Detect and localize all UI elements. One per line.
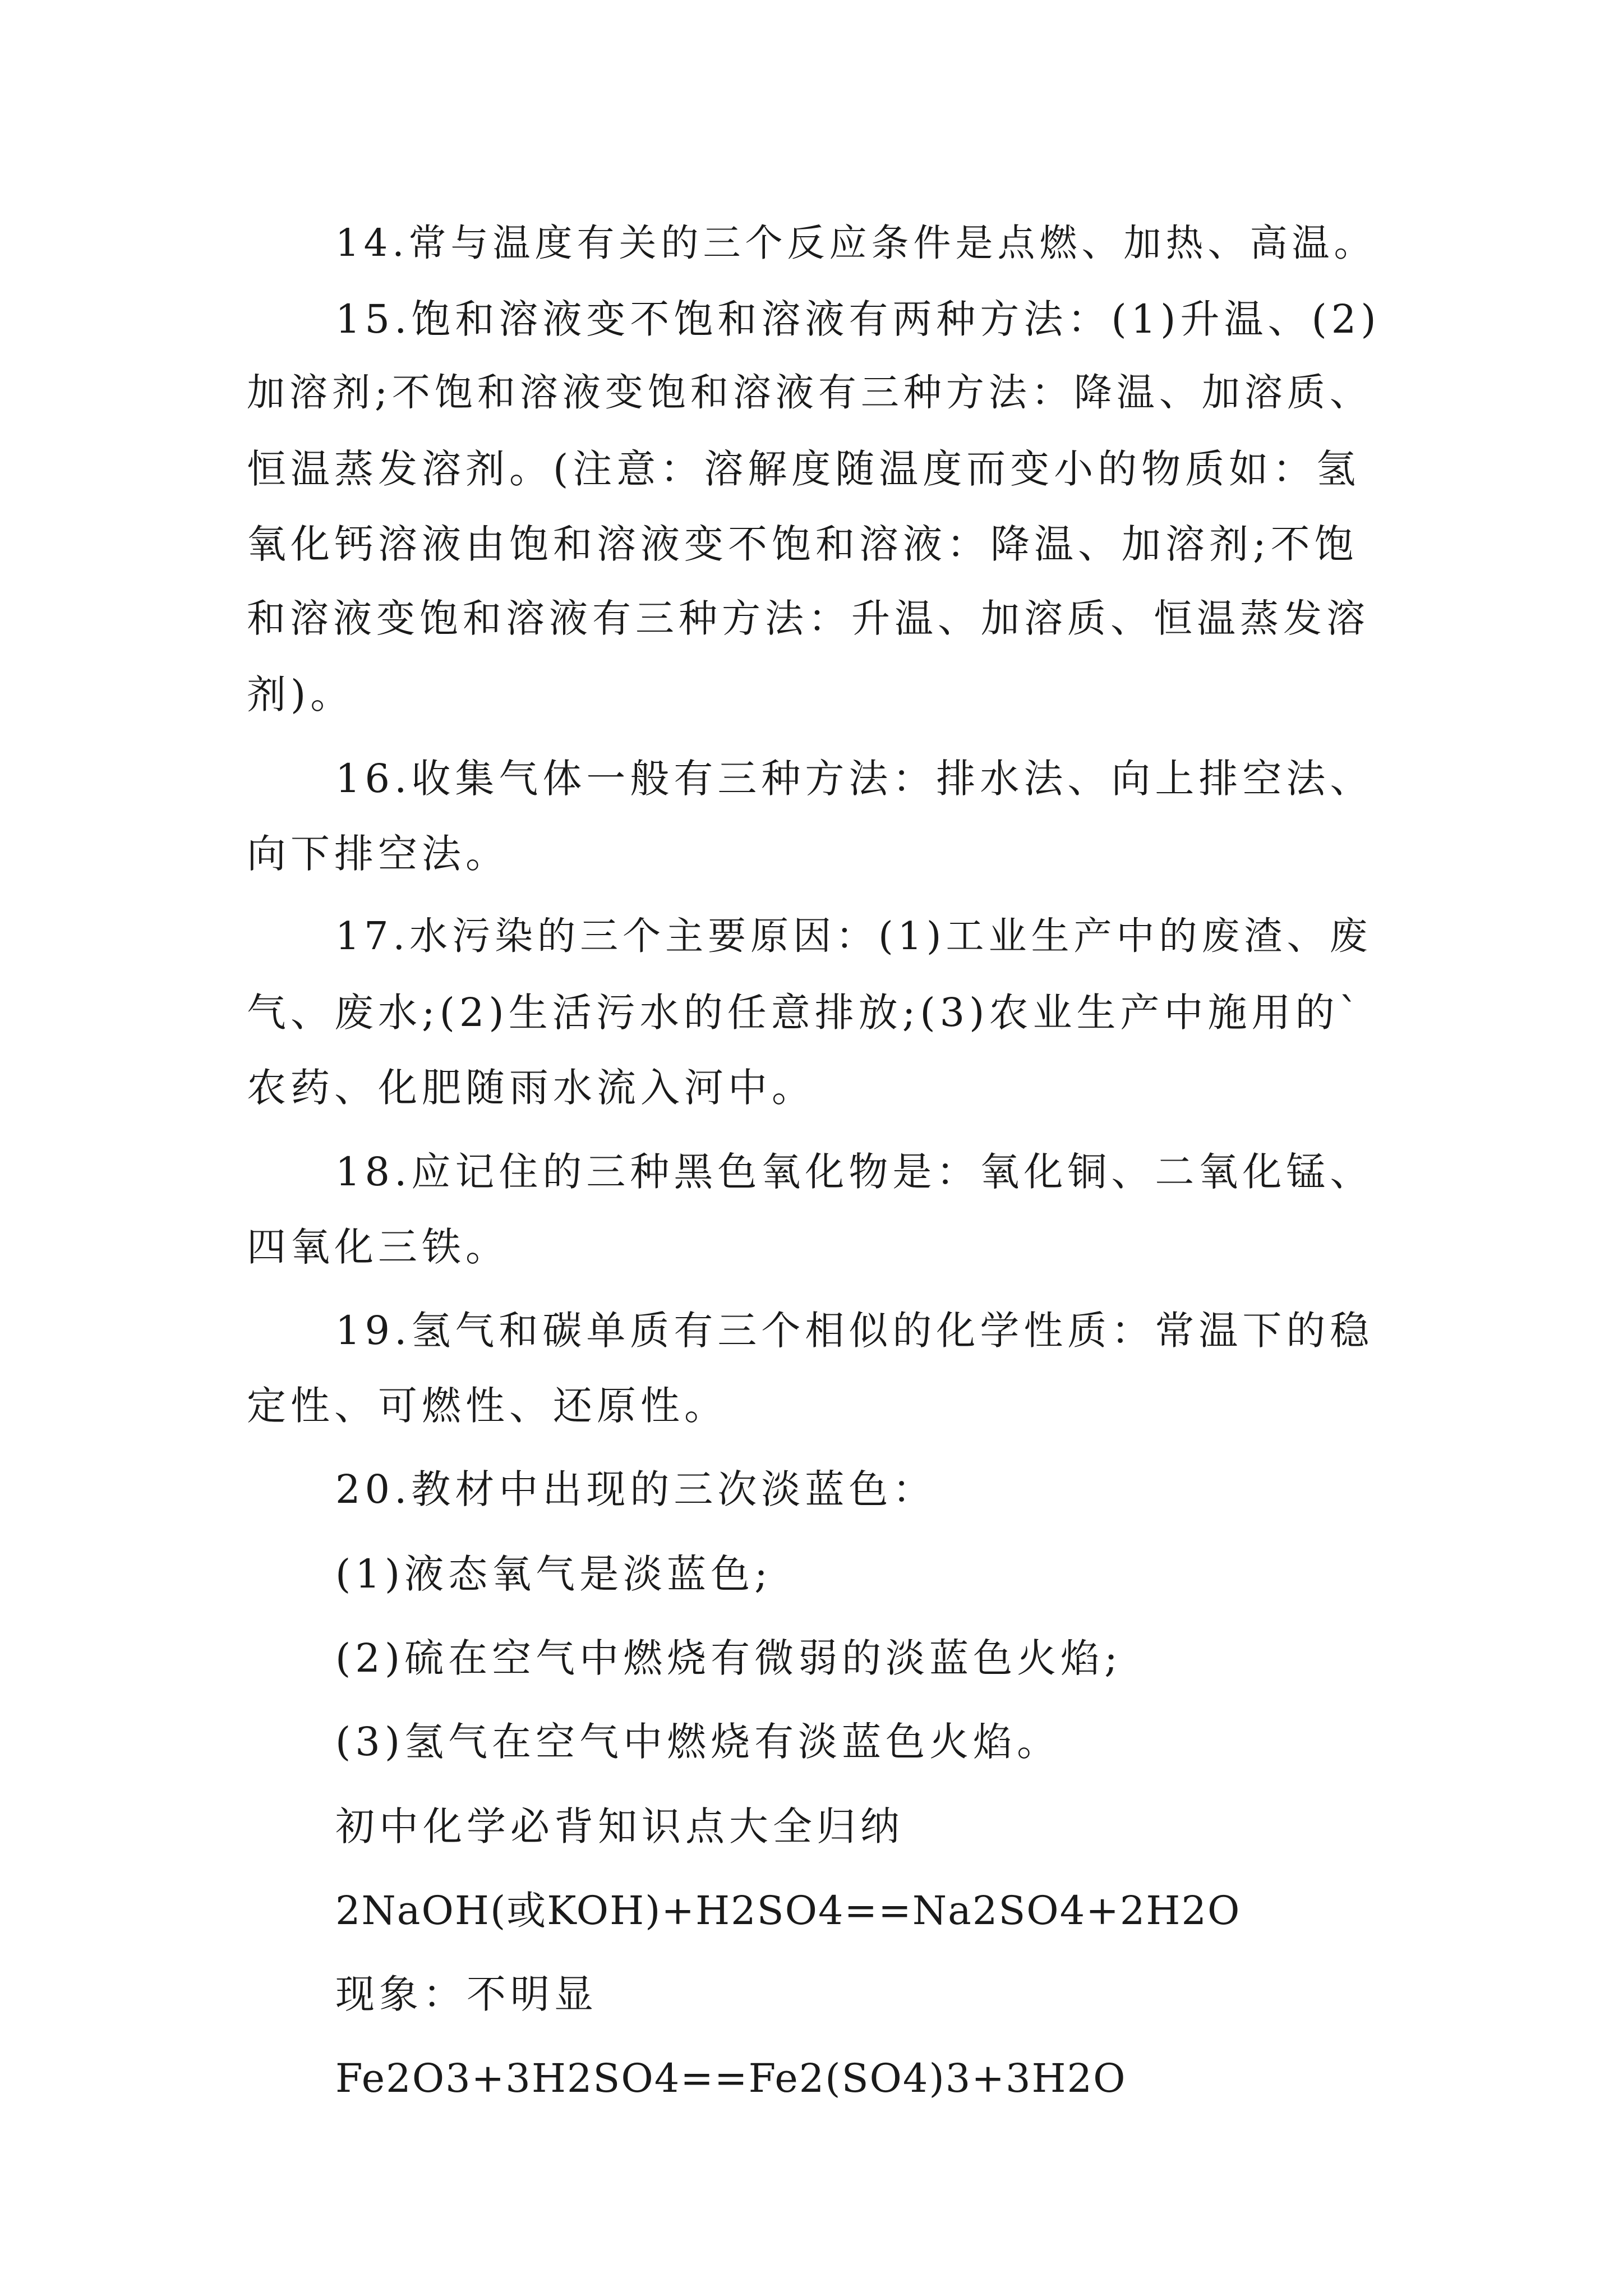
item-16-line-1: 16.收集气体一般有三种方法：排水法、向上排空法、 <box>335 756 1374 802</box>
item-15-line-5: 和溶液变饱和溶液有三种方法：升温、加溶质、恒温蒸发溶 <box>247 596 1370 641</box>
item-16-line-2: 向下排空法。 <box>247 831 509 877</box>
item-15-line-2: 加溶剂;不饱和溶液变饱和溶液有三种方法：降温、加溶质、 <box>247 371 1372 415</box>
item-17-line-2: 气、废水;(2)生活污水的任意排放;(3)农业生产中施用的` <box>247 990 1363 1036</box>
item-15-line-1: 15.饱和溶液变不饱和溶液有两种方法：(1)升温、(2) <box>335 296 1381 342</box>
equation-1: 2NaOH(或KOH)+H2SO4==Na2SO4+2H2O <box>335 1888 1241 1934</box>
equation-2: Fe2O3+3H2SO4==Fe2(SO4)3+3H2O <box>335 2055 1127 2101</box>
item-17-line-3: 农药、化肥随雨水流入河中。 <box>247 1065 815 1111</box>
item-20-point-2: (2)硫在空气中燃烧有微弱的淡蓝色火焰; <box>335 1635 1122 1681</box>
item-18-line-2: 四氧化三铁。 <box>247 1224 509 1270</box>
item-19-line-1: 19.氢气和碳单质有三个相似的化学性质：常温下的稳 <box>335 1308 1374 1354</box>
item-17-line-1: 17.水污染的三个主要原因：(1)工业生产中的废渣、废 <box>335 914 1372 959</box>
section-title: 初中化学必背知识点大全归纳 <box>335 1803 904 1849</box>
item-15-line-4: 氧化钙溶液由饱和溶液变不饱和溶液：降温、加溶剂;不饱 <box>247 521 1358 567</box>
item-20-point-3: (3)氢气在空气中燃烧有淡蓝色火焰。 <box>335 1719 1061 1765</box>
item-15-line-3: 恒温蒸发溶剂。(注意：溶解度随温度而变小的物质如：氢 <box>247 446 1361 492</box>
item-20-heading: 20.教材中出现的三次淡蓝色： <box>335 1466 937 1512</box>
item-20-point-1: (1)液态氧气是淡蓝色; <box>335 1551 772 1597</box>
item-19-line-2: 定性、可燃性、还原性。 <box>247 1383 728 1429</box>
item-15-line-6: 剂)。 <box>247 671 354 717</box>
phenomenon-note: 现象：不明显 <box>335 1971 598 2017</box>
item-18-line-1: 18.应记住的三种黑色氧化物是：氧化铜、二氧化锰、 <box>335 1149 1374 1195</box>
item-14-line-1: 14.常与温度有关的三个反应条件是点燃、加热、高温。 <box>335 221 1376 265</box>
